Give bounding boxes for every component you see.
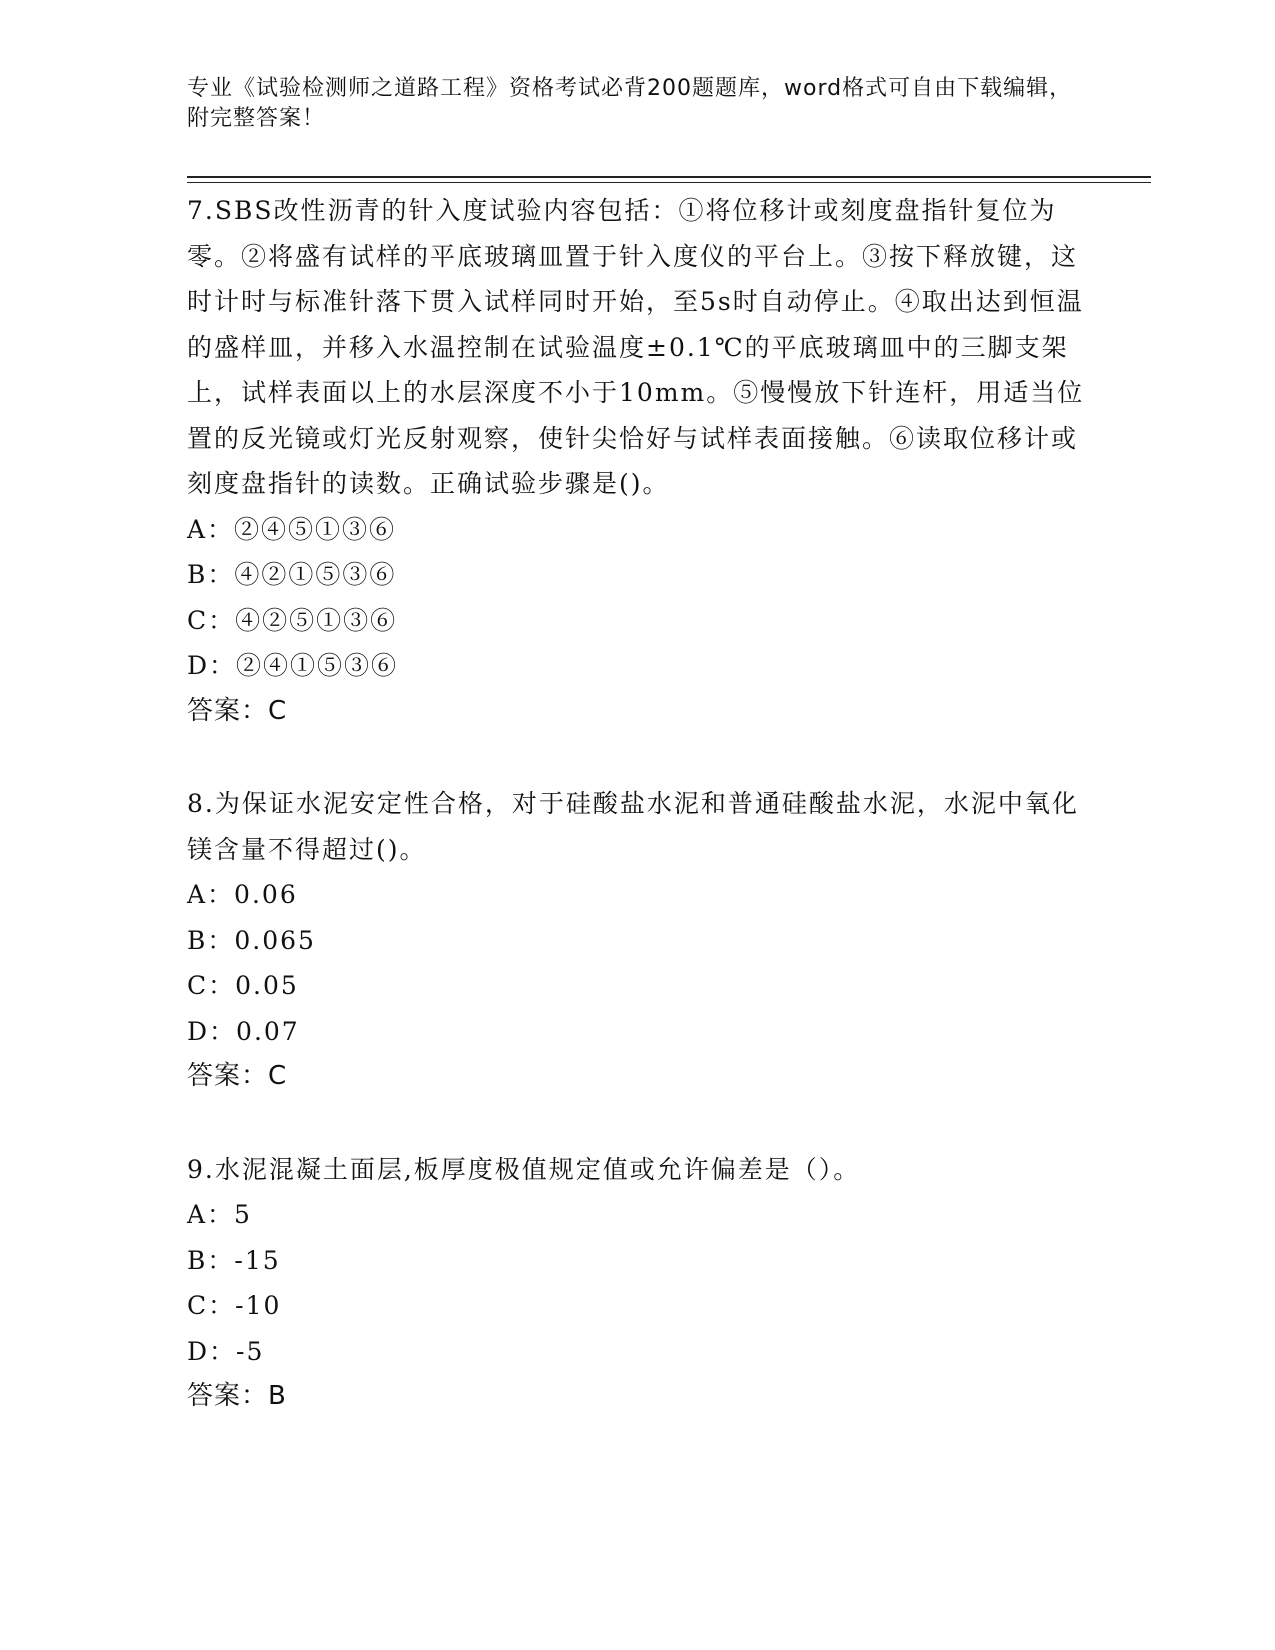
option-a: A：②④⑤①③⑥ — [187, 514, 397, 544]
option-d: D：②④①⑤③⑥ — [187, 651, 399, 680]
question-spacer — [187, 734, 1087, 781]
question-text: 9.水泥混凝土面层,板厚度极值规定值或允许偏差是（）。 — [187, 1154, 861, 1184]
option-b: B：0.065 — [187, 925, 316, 955]
header-divider-thick — [187, 176, 1151, 178]
option-b: B：-15 — [187, 1245, 281, 1275]
question-8 — [187, 781, 1087, 1100]
document-header: 专业《试验检测师之道路工程》资格考试必背200题题库，word格式可自由下载编辑，附完整答案！ — [187, 76, 1073, 131]
option-d: D：-5 — [187, 1336, 265, 1366]
option-a: A：0.06 — [187, 880, 298, 909]
option-b: B：④②①⑤③⑥ — [187, 560, 397, 589]
question-9 — [187, 1147, 1087, 1420]
question-spacer — [187, 1100, 1087, 1147]
question-text: 8.为保证水泥安定性合格，对于硅酸盐水泥和普通硅酸盐水泥，水泥中氧化镁含量不得超过()。 — [187, 789, 1079, 864]
option-c: C：-10 — [187, 1291, 282, 1320]
header-divider-thin — [187, 182, 1151, 183]
answer-line: 答案：B — [187, 1381, 287, 1411]
answer-line: 答案：C — [187, 1061, 288, 1091]
question-7 — [187, 188, 1087, 734]
option-c: C：0.05 — [187, 971, 299, 1000]
answer-line: 答案：C — [187, 695, 288, 726]
option-a: A：5 — [187, 1200, 252, 1229]
option-c: C：④②⑤①③⑥ — [187, 605, 398, 635]
question-list — [187, 188, 1087, 1420]
question-text: 7.SBS改性沥青的针入度试验内容包括：①将位移计或刻度盘指针复位为零。②将盛有试样的平底玻璃皿置于针入度仪的平台上。③按下释放键，这时计时与标准针落下贯入试样同时开始，至5s时自动停止。④取出达到恒温的盛样皿，并移入水温控制在试验温度±0.1℃的平底玻璃皿中的三脚支架上，试样表面以上的水层深度不小于10mm。⑤慢慢放下针连杆，用适当位置的反光镜或灯光反射观察，使针尖恰好与试样表面接触。⑥读取位移计或刻度盘指针的读数。正确试验步骤是()。 — [187, 196, 1085, 498]
option-d: D：0.07 — [187, 1016, 300, 1046]
